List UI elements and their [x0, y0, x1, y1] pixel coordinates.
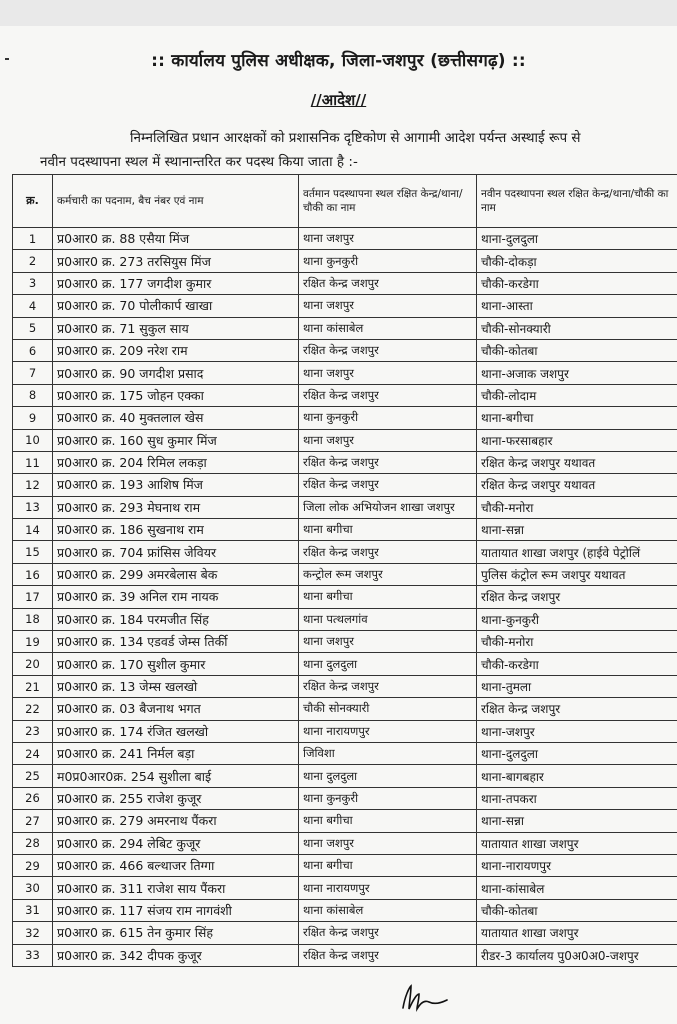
row-new-posting: थाना-सन्ना [477, 519, 677, 541]
table-row [13, 608, 677, 630]
row-current-posting: चौकी सोनक्यारी [299, 698, 477, 720]
table-row [13, 877, 677, 899]
row-current-posting: थाना पत्थलगांव [299, 608, 477, 630]
row-sn: 1 [13, 228, 53, 250]
table-row [13, 944, 677, 966]
row-employee-name: प्र0आर0 क्र. 311 राजेश साय पैंकरा [53, 877, 299, 899]
row-new-posting: चौकी-लोदाम [477, 384, 677, 406]
table-row [13, 295, 677, 317]
row-new-posting: यातायात शाखा जशपुर (हाईवे पेट्रोलिं [477, 541, 677, 563]
row-current-posting: जिविशा [299, 742, 477, 764]
table-row [13, 899, 677, 921]
table-row [13, 250, 677, 272]
row-employee-name: प्र0आर0 क्र. 299 अमरबेलास बेक [53, 563, 299, 585]
row-current-posting: थाना कुनकुरी [299, 250, 477, 272]
row-current-posting: रक्षित केन्द्र जशपुर [299, 922, 477, 944]
row-employee-name: प्र0आर0 क्र. 204 रिमिल लकड़ा [53, 451, 299, 473]
table-row [13, 698, 677, 720]
row-new-posting: थाना-कुनकुरी [477, 608, 677, 630]
row-employee-name: प्र0आर0 क्र. 70 पोलीकार्प खाखा [53, 295, 299, 317]
row-employee-name: प्र0आर0 क्र. 184 परमजीत सिंह [53, 608, 299, 630]
table-row [13, 228, 677, 250]
row-sn: 2 [13, 250, 53, 272]
row-new-posting: थाना-नारायणपुर [477, 854, 677, 876]
table-row [13, 720, 677, 742]
row-employee-name: प्र0आर0 क्र. 193 आशिष मिंज [53, 474, 299, 496]
row-employee-name: प्र0आर0 क्र. 342 दीपक कुजूर [53, 944, 299, 966]
row-sn: 31 [13, 899, 53, 921]
header-new-posting: नवीन पदस्थापना स्थल रक्षित केन्द्र/थाना/चौकी का नाम [477, 175, 677, 228]
row-new-posting: चौकी-कोतबा [477, 339, 677, 361]
row-new-posting: चौकी-मनोरा [477, 631, 677, 653]
row-employee-name: प्र0आर0 क्र. 13 जेम्स खलखो [53, 675, 299, 697]
row-sn: 21 [13, 675, 53, 697]
table-row [13, 272, 677, 294]
row-sn: 30 [13, 877, 53, 899]
table-row [13, 407, 677, 429]
row-employee-name: प्र0आर0 क्र. 134 एडवर्ड जेम्स तिर्की [53, 631, 299, 653]
row-current-posting: रक्षित केन्द्र जशपुर [299, 675, 477, 697]
intro-line-2: नवीन पदस्थापना स्थल में स्थानान्तरित कर पदस्थ किया जाता है :- [40, 154, 358, 170]
row-new-posting: चौकी-करडेगा [477, 653, 677, 675]
row-employee-name: प्र0आर0 क्र. 03 बैजनाथ भगत [53, 698, 299, 720]
row-employee-name: प्र0आर0 क्र. 88 एसैया मिंज [53, 228, 299, 250]
row-employee-name: प्र0आर0 क्र. 175 जोहन एक्का [53, 384, 299, 406]
header-name: कर्मचारी का पदनाम, बैच नंबर एवं नाम [53, 175, 299, 228]
row-new-posting: थाना-दुलदुला [477, 742, 677, 764]
table-row [13, 653, 677, 675]
table-row [13, 854, 677, 876]
table-row [13, 586, 677, 608]
row-current-posting: जिला लोक अभियोजन शाखा जशपुर [299, 496, 477, 518]
row-employee-name: प्र0आर0 क्र. 186 सुखनाथ राम [53, 519, 299, 541]
row-employee-name: प्र0आर0 क्र. 466 बल्थाजर तिग्गा [53, 854, 299, 876]
table-row [13, 451, 677, 473]
row-current-posting: थाना नारायणपुर [299, 877, 477, 899]
row-current-posting: थाना जशपुर [299, 631, 477, 653]
row-sn: 26 [13, 787, 53, 809]
row-new-posting: थाना-सन्ना [477, 810, 677, 832]
row-sn: 14 [13, 519, 53, 541]
row-current-posting: थाना बगीचा [299, 854, 477, 876]
row-sn: 11 [13, 451, 53, 473]
header-sn: क्र. [13, 175, 53, 228]
row-new-posting: थाना-आस्ता [477, 295, 677, 317]
row-current-posting: रक्षित केन्द्र जशपुर [299, 944, 477, 966]
table-row [13, 810, 677, 832]
row-sn: 22 [13, 698, 53, 720]
row-sn: 10 [13, 429, 53, 451]
row-sn: 7 [13, 362, 53, 384]
row-sn: 15 [13, 541, 53, 563]
intro-line-1: निम्नलिखित प्रधान आरक्षकों को प्रशासनिक दृष्टिकोण से आगामी आदेश पर्यन्त अस्थाई रूप से [130, 130, 581, 146]
header-current-posting: वर्तमान पदस्थापना स्थल रक्षित केन्द्र/थाना/चौकी का नाम [299, 175, 477, 228]
table-row [13, 563, 677, 585]
row-current-posting: थाना दुलदुला [299, 765, 477, 787]
row-current-posting: थाना जशपुर [299, 832, 477, 854]
row-employee-name: प्र0आर0 क्र. 40 मुक्तलाल खेस [53, 407, 299, 429]
row-new-posting: रीडर-3 कार्यालय पु0अ0अ0-जशपुर [477, 944, 677, 966]
row-new-posting: चौकी-सोनक्यारी [477, 317, 677, 339]
row-current-posting: थाना जशपुर [299, 295, 477, 317]
row-employee-name: प्र0आर0 क्र. 704 फ्रांसिस जेवियर [53, 541, 299, 563]
order-heading: //आदेश// [310, 91, 367, 109]
row-employee-name: प्र0आर0 क्र. 209 नरेश राम [53, 339, 299, 361]
row-employee-name: प्र0आर0 क्र. 117 संजय राम नागवंशी [53, 899, 299, 921]
row-sn: 17 [13, 586, 53, 608]
row-sn: 18 [13, 608, 53, 630]
row-new-posting: यातायात शाखा जशपुर [477, 922, 677, 944]
row-employee-name: प्र0आर0 क्र. 160 सुध कुमार मिंज [53, 429, 299, 451]
row-current-posting: थाना कांसाबेल [299, 899, 477, 921]
row-employee-name: प्र0आर0 क्र. 90 जगदीश प्रसाद [53, 362, 299, 384]
row-employee-name: प्र0आर0 क्र. 255 राजेश कुजूर [53, 787, 299, 809]
row-new-posting: यातायात शाखा जशपुर [477, 832, 677, 854]
row-sn: 28 [13, 832, 53, 854]
row-sn: 5 [13, 317, 53, 339]
row-current-posting: रक्षित केन्द्र जशपुर [299, 384, 477, 406]
row-sn: 23 [13, 720, 53, 742]
row-current-posting: थाना नारायणपुर [299, 720, 477, 742]
row-current-posting: थाना बगीचा [299, 586, 477, 608]
row-employee-name: प्र0आर0 क्र. 177 जगदीश कुमार [53, 272, 299, 294]
row-employee-name: प्र0आर0 क्र. 71 सुकुल साय [53, 317, 299, 339]
row-sn: 32 [13, 922, 53, 944]
row-employee-name: प्र0आर0 क्र. 615 तेन कुमार सिंह [53, 922, 299, 944]
row-new-posting: थाना-अजाक जशपुर [477, 362, 677, 384]
row-sn: 12 [13, 474, 53, 496]
row-new-posting: चौकी-दोकड़ा [477, 250, 677, 272]
table-row [13, 429, 677, 451]
table-row [13, 742, 677, 764]
row-current-posting: थाना जशपुर [299, 429, 477, 451]
row-new-posting: रक्षित केन्द्र जशपुर [477, 698, 677, 720]
row-new-posting: रक्षित केन्द्र जशपुर [477, 586, 677, 608]
row-new-posting: थाना-कांसाबेल [477, 877, 677, 899]
table-row [13, 675, 677, 697]
row-sn: 3 [13, 272, 53, 294]
row-employee-name: म0प्र0आर0क्र. 254 सुशीला बाई [53, 765, 299, 787]
row-employee-name: प्र0आर0 क्र. 273 तरसियुस मिंज [53, 250, 299, 272]
row-sn: 29 [13, 854, 53, 876]
transfer-table [12, 174, 677, 967]
row-employee-name: प्र0आर0 क्र. 293 मेघनाथ राम [53, 496, 299, 518]
row-new-posting: रक्षित केन्द्र जशपुर यथावत [477, 474, 677, 496]
office-title: :: कार्यालय पुलिस अधीक्षक, जिला-जशपुर (छत्तीसगढ़) :: [151, 51, 526, 71]
row-current-posting: थाना बगीचा [299, 519, 477, 541]
table-row [13, 832, 677, 854]
table-row [13, 317, 677, 339]
row-current-posting: थाना जशपुर [299, 362, 477, 384]
row-sn: 19 [13, 631, 53, 653]
signature [395, 982, 455, 1012]
row-current-posting: रक्षित केन्द्र जशपुर [299, 474, 477, 496]
row-current-posting: रक्षित केन्द्र जशपुर [299, 339, 477, 361]
row-employee-name: प्र0आर0 क्र. 174 रंजित खलखो [53, 720, 299, 742]
table-row [13, 541, 677, 563]
table-row [13, 496, 677, 518]
row-new-posting: थाना-तपकरा [477, 787, 677, 809]
row-new-posting: चौकी-करडेगा [477, 272, 677, 294]
row-new-posting: रक्षित केन्द्र जशपुर यथावत [477, 451, 677, 473]
table-row [13, 362, 677, 384]
row-employee-name: प्र0आर0 क्र. 170 सुशील कुमार [53, 653, 299, 675]
row-current-posting: रक्षित केन्द्र जशपुर [299, 541, 477, 563]
row-current-posting: रक्षित केन्द्र जशपुर [299, 272, 477, 294]
row-current-posting: थाना कुनकुरी [299, 407, 477, 429]
row-sn: 25 [13, 765, 53, 787]
row-new-posting: थाना-दुलदुला [477, 228, 677, 250]
row-new-posting: पुलिस कंट्रोल रूम जशपुर यथावत [477, 563, 677, 585]
row-current-posting: रक्षित केन्द्र जशपुर [299, 451, 477, 473]
table-row [13, 765, 677, 787]
table-header-row [13, 175, 677, 228]
row-employee-name: प्र0आर0 क्र. 39 अनिल राम नायक [53, 586, 299, 608]
row-employee-name: प्र0आर0 क्र. 294 लेबिट कुजूर [53, 832, 299, 854]
table-row [13, 384, 677, 406]
row-sn: 13 [13, 496, 53, 518]
table-row [13, 474, 677, 496]
row-new-posting: थाना-फरसाबहार [477, 429, 677, 451]
row-new-posting: चौकी-कोतबा [477, 899, 677, 921]
row-sn: 24 [13, 742, 53, 764]
row-current-posting: थाना कांसाबेल [299, 317, 477, 339]
row-new-posting: थाना-बागबहार [477, 765, 677, 787]
row-new-posting: थाना-जशपुर [477, 720, 677, 742]
row-employee-name: प्र0आर0 क्र. 279 अमरनाथ पैंकरा [53, 810, 299, 832]
row-current-posting: कन्ट्रोल रूम जशपुर [299, 563, 477, 585]
row-sn: 20 [13, 653, 53, 675]
row-employee-name: प्र0आर0 क्र. 241 निर्मल बड़ा [53, 742, 299, 764]
row-sn: 6 [13, 339, 53, 361]
row-new-posting: चौकी-मनोरा [477, 496, 677, 518]
row-current-posting: थाना बगीचा [299, 810, 477, 832]
row-sn: 4 [13, 295, 53, 317]
row-current-posting: थाना जशपुर [299, 228, 477, 250]
table-row [13, 339, 677, 361]
row-new-posting: थाना-बगीचा [477, 407, 677, 429]
row-new-posting: थाना-तुमला [477, 675, 677, 697]
row-sn: 16 [13, 563, 53, 585]
row-sn: 9 [13, 407, 53, 429]
row-sn: 33 [13, 944, 53, 966]
row-sn: 27 [13, 810, 53, 832]
row-current-posting: थाना कुनकुरी [299, 787, 477, 809]
table-row [13, 787, 677, 809]
table-row [13, 519, 677, 541]
table-row [13, 631, 677, 653]
row-sn: 8 [13, 384, 53, 406]
table-row [13, 922, 677, 944]
row-current-posting: थाना दुलदुला [299, 653, 477, 675]
